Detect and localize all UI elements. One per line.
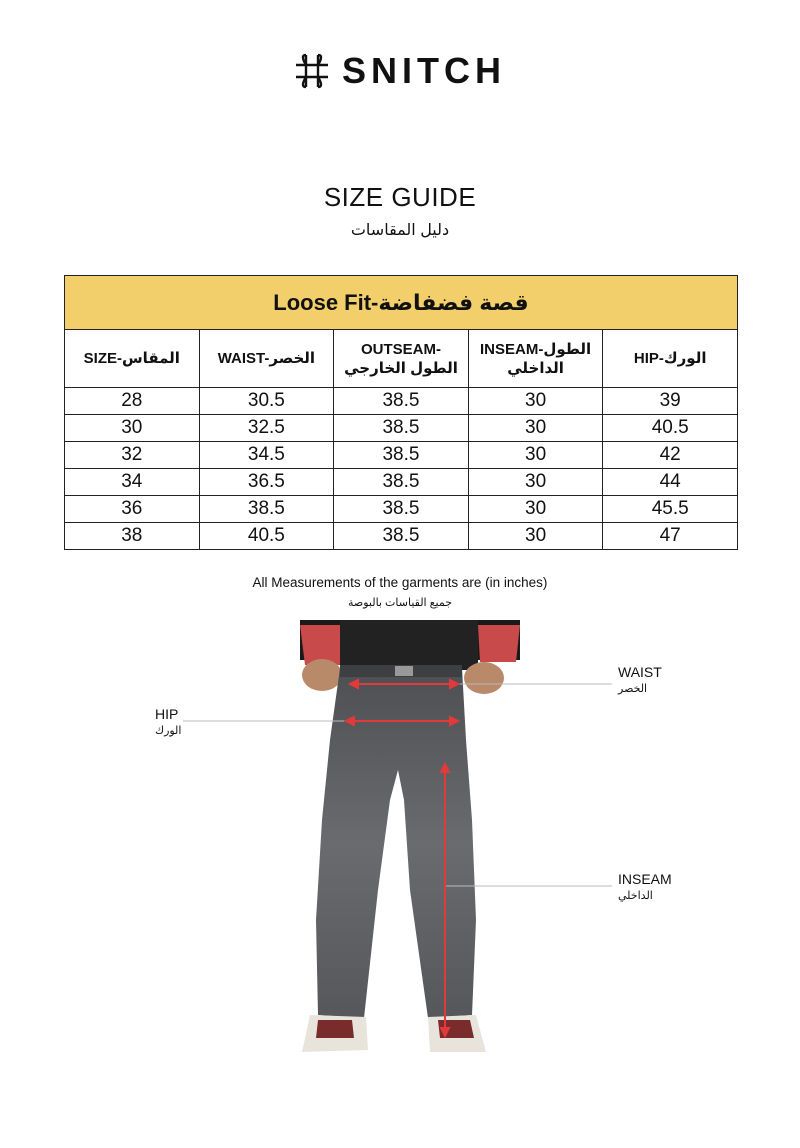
table-cell: 38.5 (334, 388, 469, 415)
table-row (65, 415, 738, 442)
table-cell: 39 (603, 388, 738, 415)
page-subtitle-arabic: دليل المقاسات (350, 222, 450, 239)
table-row (65, 523, 738, 550)
shoes-shape (302, 1015, 486, 1052)
table-cell: 38.5 (334, 523, 469, 550)
table-cell: 47 (603, 523, 738, 550)
size-table (64, 275, 738, 550)
waist-label-en: WAIST (618, 664, 662, 680)
table-row (65, 469, 738, 496)
table-cell: 40.5 (603, 415, 738, 442)
fit-title: Loose Fit-قصة فضفاضة (65, 276, 738, 330)
table-cell: 34.5 (199, 442, 334, 469)
brand-header (0, 50, 800, 94)
table-cell: 36.5 (199, 469, 334, 496)
table-cell: 44 (603, 469, 738, 496)
inseam-label (618, 871, 672, 905)
table-cell: 38 (65, 523, 200, 550)
inseam-label-ar: الداخلي (618, 890, 653, 902)
table-cell: 40.5 (199, 523, 334, 550)
measurement-note-arabic: جميع القياسات بالبوصة (347, 597, 453, 609)
jeans-model-illustration (0, 620, 800, 1060)
table-cell: 28 (65, 388, 200, 415)
page-title: SIZE GUIDE (323, 182, 477, 212)
table-cell: 30 (468, 496, 603, 523)
table-header-row (65, 330, 738, 388)
hip-label-ar: الورك (155, 725, 182, 737)
hip-label (155, 706, 181, 740)
table-cell: 38.5 (334, 469, 469, 496)
waist-label-ar: الخصر (618, 683, 648, 695)
column-header-outseam: OUTSEAM- الطول الخارجي (334, 330, 469, 388)
measurement-note: All Measurements of the garments are (in inches) (252, 575, 548, 590)
table-cell: 30 (468, 442, 603, 469)
table-cell: 30 (468, 415, 603, 442)
table-cell: 45.5 (603, 496, 738, 523)
column-header-hip: HIP-الورك (603, 330, 738, 388)
table-cell: 30 (468, 469, 603, 496)
column-header-size: SIZE-المقاس (65, 330, 200, 388)
table-row (65, 442, 738, 469)
table-cell: 38.5 (334, 496, 469, 523)
table-cell: 30 (468, 523, 603, 550)
table-row (65, 388, 738, 415)
brand-name: SNITCH (342, 50, 506, 91)
table-cell: 36 (65, 496, 200, 523)
table-cell: 30 (65, 415, 200, 442)
column-header-waist: WAIST-الخصر (199, 330, 334, 388)
table-cell: 38.5 (199, 496, 334, 523)
grid-hash-logo-icon (294, 53, 330, 89)
column-header-inseam: INSEAM-الطول الداخلي (468, 330, 603, 388)
table-cell: 38.5 (334, 442, 469, 469)
table-cell: 42 (603, 442, 738, 469)
table-cell: 34 (65, 469, 200, 496)
table-cell: 30.5 (199, 388, 334, 415)
waist-label (618, 664, 662, 698)
table-cell: 32.5 (199, 415, 334, 442)
table-cell: 30 (468, 388, 603, 415)
inseam-label-en: INSEAM (618, 871, 672, 887)
hip-label-en: HIP (155, 706, 179, 722)
table-cell: 32 (65, 442, 200, 469)
table-cell: 38.5 (334, 415, 469, 442)
table-row (65, 496, 738, 523)
